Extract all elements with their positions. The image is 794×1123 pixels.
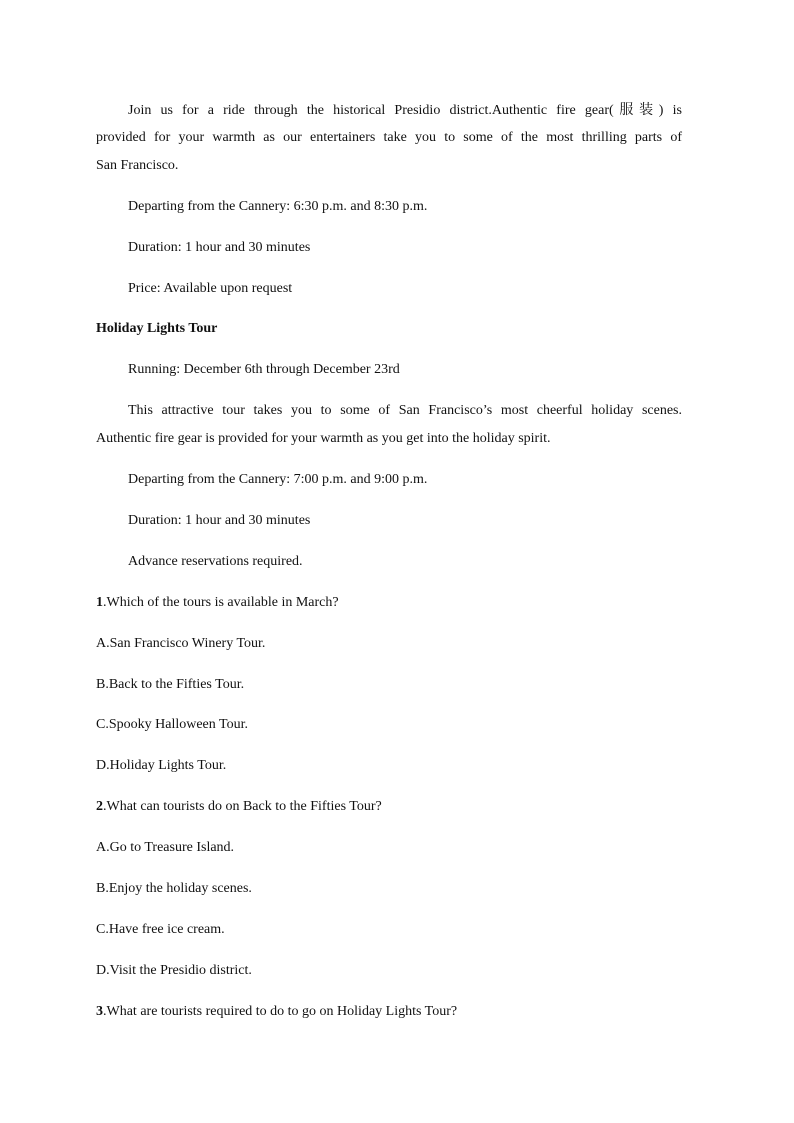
holiday-departing: Departing from the Cannery: 7:00 p.m. and 9:00 p.m.: [128, 472, 428, 487]
question-2-option-a: A.Go to Treasure Island.: [96, 840, 235, 855]
holiday-heading: Holiday Lights Tour: [96, 321, 218, 336]
question-2-option-d: D.Visit the Presidio district.: [96, 963, 252, 978]
holiday-desc-line-1: This attractive tour takes you to some of San Francisco’s most cheerful holiday scenes.: [128, 403, 682, 418]
question-1: [96, 594, 339, 612]
question-2-option-b: B.Enjoy the holiday scenes.: [96, 881, 252, 896]
question-1-option-d: D.Holiday Lights Tour.: [96, 758, 227, 773]
intro-line-2: provided for your warmth as our entertainers take you to some of the most thrilling parts of: [96, 130, 682, 145]
intro-line-1: Join us for a ride through the historical Presidio district.Authentic fire gear(服装) is: [128, 103, 682, 118]
question-3: [96, 1003, 457, 1021]
question-2-option-c: C.Have free ice cream.: [96, 922, 225, 937]
question-1-option-b: B.Back to the Fifties Tour.: [96, 677, 245, 692]
intro-duration: Duration: 1 hour and 30 minutes: [128, 240, 311, 255]
holiday-desc-line-2: Authentic fire gear is provided for your warmth as you get into the holiday spirit.: [96, 431, 551, 446]
holiday-duration: Duration: 1 hour and 30 minutes: [128, 513, 311, 528]
question-number: 3: [96, 1004, 103, 1019]
intro-departing: Departing from the Cannery: 6:30 p.m. and 8:30 p.m.: [128, 199, 428, 214]
holiday-running: Running: December 6th through December 23rd: [128, 362, 400, 377]
question-number: 1: [96, 595, 103, 610]
question-1-option-c: C.Spooky Halloween Tour.: [96, 717, 248, 732]
question-text: .What can tourists do on Back to the Fifties Tour?: [103, 799, 382, 814]
intro-line-3: San Francisco.: [96, 158, 179, 173]
question-2: [96, 798, 382, 816]
question-number: 2: [96, 799, 103, 814]
question-text: .Which of the tours is available in March?: [103, 595, 339, 610]
intro-price: Price: Available upon request: [128, 281, 293, 296]
holiday-advance: Advance reservations required.: [128, 554, 303, 569]
question-1-option-a: A.San Francisco Winery Tour.: [96, 636, 266, 651]
question-text: .What are tourists required to do to go on Holiday Lights Tour?: [103, 1004, 458, 1019]
